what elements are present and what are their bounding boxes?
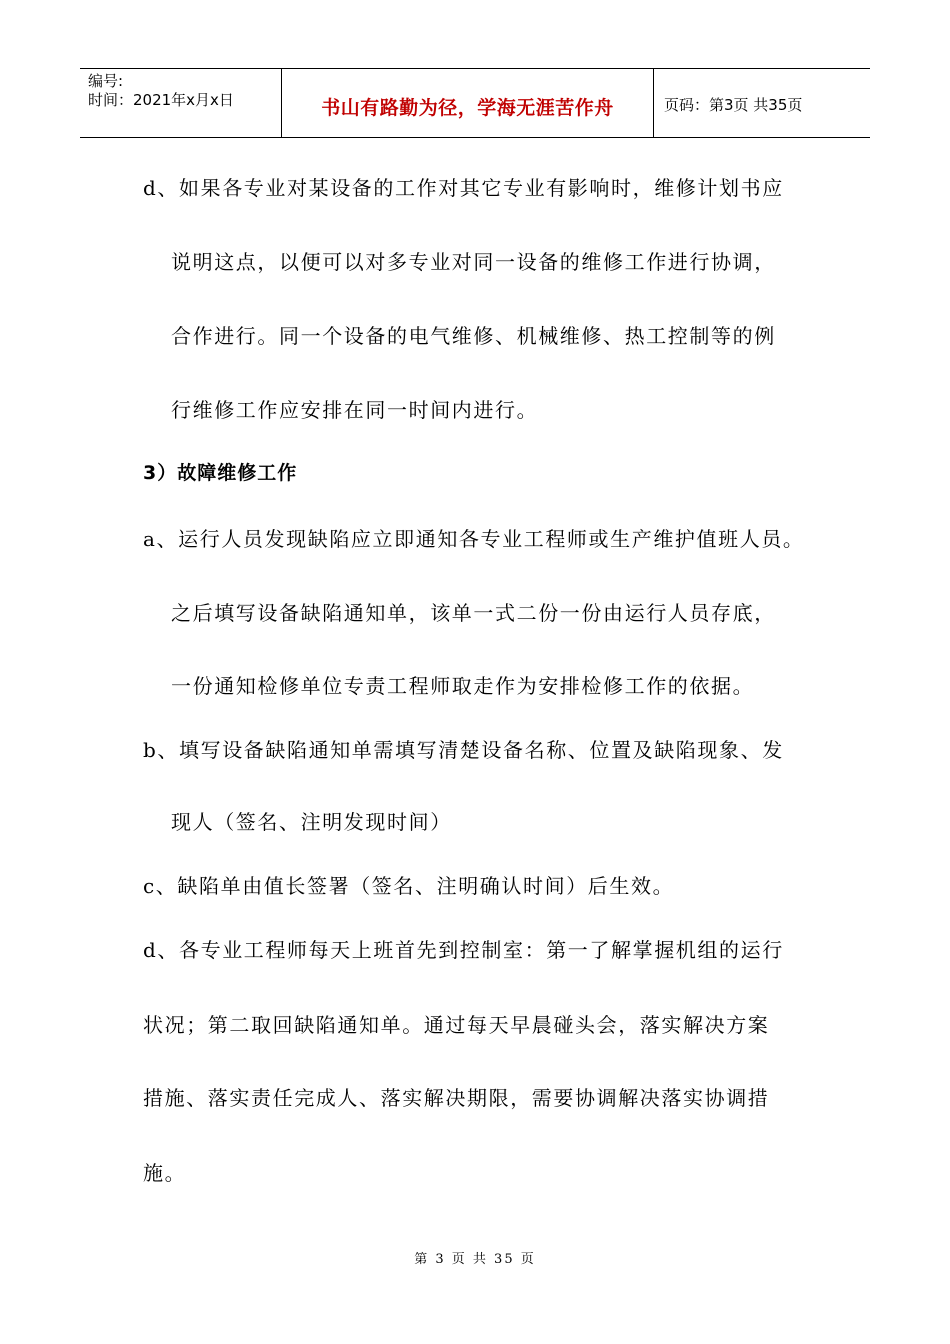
paragraph-line: d、如果各专业对某设备的工作对其它专业有影响时，维修计划书应	[143, 176, 784, 200]
paragraph-line: 之后填写设备缺陷通知单，该单一式二份一份由运行人员存底，	[171, 601, 776, 625]
document-number-label: 编号:	[88, 72, 124, 90]
page-header	[80, 68, 870, 138]
document-date: 时间：2021年x月x日	[88, 91, 234, 109]
header-motto: 书山有路勤为径，学海无涯苦作舟	[321, 97, 614, 119]
header-info-cell	[80, 69, 282, 137]
paragraph-line: 措施、落实责任完成人、落实解决期限，需要协调解决落实协调措	[143, 1086, 770, 1110]
paragraph-line: 现人（签名、注明发现时间）	[171, 810, 452, 834]
header-page-cell	[654, 69, 870, 137]
paragraph-line: 合作进行。同一个设备的电气维修、机械维修、热工控制等的例	[171, 324, 776, 348]
paragraph-line: b、填写设备缺陷通知单需填写清楚设备名称、位置及缺陷现象、发	[143, 738, 784, 762]
header-page-info: 页码：第3页 共35页	[664, 96, 803, 114]
paragraph-line: c、缺陷单由值长签署（签名、注明确认时间）后生效。	[143, 874, 675, 898]
paragraph-line: 一份通知检修单位专责工程师取走作为安排检修工作的依据。	[171, 674, 755, 698]
header-motto-cell	[282, 69, 654, 137]
paragraph-line: 施。	[143, 1161, 187, 1185]
section-heading: 3）故障维修工作	[143, 462, 298, 484]
paragraph-line: a、运行人员发现缺陷应立即通知各专业工程师或生产维护值班人员。	[143, 527, 805, 551]
page-footer: 第 3 页 共 35 页	[414, 1252, 536, 1267]
paragraph-line: 说明这点，以便可以对多专业对同一设备的维修工作进行协调，	[171, 250, 776, 274]
paragraph-line: d、各专业工程师每天上班首先到控制室：第一了解掌握机组的运行	[143, 938, 784, 962]
paragraph-line: 行维修工作应安排在同一时间内进行。	[171, 398, 539, 422]
paragraph-line: 状况；第二取回缺陷通知单。通过每天早晨碰头会，落实解决方案	[143, 1013, 770, 1037]
